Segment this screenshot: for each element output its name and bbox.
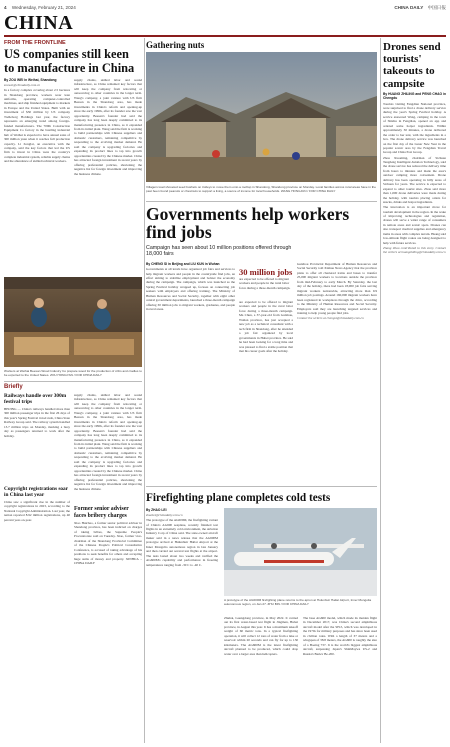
frontline-email: zouwei@chinadaily.com.cn xyxy=(4,83,41,88)
fire-byline: By ZHAO LEI xyxy=(146,508,167,512)
briefly-title: Briefly xyxy=(4,384,23,390)
fire-col-3: The base AG600 model, which made its maiden flight in December 2017, was China's second amphibious aircraft model after the SH-5, which was developed in the 1970s for military purposes and has since been used in civilian roles. With a length of 37 meters and a wingspan of 38.8 meters, the AG600 is roughly the size of a Boeing 737. It is the world's biggest amphibious aircraft, surpassing Japan's ShinMaywa US-2 and Russia's Beriev Be-200. xyxy=(303,616,377,656)
section-title: CHINA xyxy=(4,12,74,34)
brief-1-headline: Railways handle over 300m festival trips xyxy=(4,393,67,405)
jobs-text-1: Governments at all levels have organized job fairs and services to help migrant workers and people in the countryside find jobs, an effort aiming to stabilize employment and bolster the economy during the campaign. The campaign, which was launched as the Spring Festival holiday wrapped up, focuses on connecting job seekers with employers and offering training. The Ministry of Human Resources and Social Security, together with eight other central government departments, launched a three-month campaign offering 30 million jobs to migrant workers, graduates, and people in rural areas. xyxy=(146,267,235,312)
factory-photo-image xyxy=(4,277,142,367)
brief-continuation-text: supply chains, skilled labor and sound infrastructure, as China remained key factors that will keep the company from relocating or outsourcing to other countries in the longer term. Wang's company, a joint venture with US firm Beesan in the Shandong area, has made investments in China's reform and opening-up since the early 1990s, after its founder saw the vast opportunity. Beesan's founder had said the company has long been deeply committed to its manufacturing presence in China, as it expanded from its initial plant. Wang said the firm is working to build partnerships with Chinese suppliers and domestic customers, remaining competitive by responding to the evolving market demand. He said the company is upgrading factories and expanding its product lines to tap into growth opportunities created by the Chinese market. China has attracted foreign investment in recent years by offering preferential policies, shortening the negative list for foreign investment and improving the business climate. xyxy=(74,393,142,491)
seaplane-photo-image xyxy=(224,508,377,596)
jobs-headline: Governments help workers find jobs xyxy=(146,204,350,242)
page-number: 4 xyxy=(4,5,7,10)
seaplane-photo xyxy=(224,508,377,596)
drones-text-3: The innovation is an important move for tourism development in the region. In the wake of improving technologies and regulation, drones will serve a wider range of consumers in remote areas and scenic spots. Drones can also transport medical supplies and emergency items in areas with complex terrain. Huang said low-altitude flight routes are being designed to help with future services. xyxy=(383,205,446,245)
section-rule xyxy=(4,35,446,37)
divider xyxy=(146,201,377,202)
gathering-headline: Gathering nuts xyxy=(146,40,205,50)
frontline-text-1: In a factory complex covering about 2.5 hectares in Shandong province, workers wear lean uniforms, operating computer-controlled machines, and ship finished equipment to markets in Europe and the United States. Built with an investment of $30 million by US company Trelleborg Holdings last year, the factory represents an emerging trend among foreign-funded manufacturers. The 700th Construction Equipment Co factory in the bustling industrial hub of Weihai is expected to have annual sales of 300 million yuan when it reaches full production capacity. Li Zonglai, an executive with the company, said the key factors that led the US firm to invest in China were the country's complete industrial system, reliable supply chains and the abundance of skilled technical workers. xyxy=(4,88,70,164)
brief-1-body: BEIJING — China's railways handled more than 300 million passenger trips in the first 26 days of this year's Spring Festival travel rush, China State Railway Group said. The railway system handled 13.7 million trips on Monday, marking a busy day as passengers returned to work after the holiday. xyxy=(4,407,70,438)
frontline-byline: By ZOU WEI in Weihai, Shandong xyxy=(4,78,57,82)
drones-text-2: Zhou Xiaoming, chairman of Sichuan Tengdeng Intelligent Aviation Technology, said the drone service has reduced the delivery time from hours to minutes and made the area's outdoor camping more convenient. Drone delivery has been operating in hilly areas of Sichuan for years. The service is expected to expand to other tourist sites. Zhou said more than 1,000 drone deliveries were made during the holiday, with tourists placing orders for snacks, drinks and hotpot ingredients. xyxy=(383,155,446,205)
masthead-brand xyxy=(394,3,446,13)
frontline-col-1 xyxy=(4,78,70,273)
fire-text-1: The prototype of the AG600M, the firefighting variant of China's AG600 seaplane, recently finished test flights in an extremely cold environment, the Aviation Industry Corp of China said. The state-owned aircraft maker said in a news release that the AG600M prototype arrived at Hulunbuir Hailar Airport at the Inner Mongolia autonomous region in late January and then carried out several test flights at the airport. The tests lasted about two weeks and verified the AG600M's capability and performance in freezing temperatures ranging from -30 C to -40 C. xyxy=(146,518,218,567)
jobs-col-3 xyxy=(297,262,377,480)
drones-byline: By HUANG ZHILING and PENG CHAO in Chengdu xyxy=(383,92,446,101)
factory-photo xyxy=(4,277,142,367)
drones-column xyxy=(383,92,446,743)
frontline-col-2 xyxy=(74,78,142,273)
jobs-col-1 xyxy=(146,262,235,480)
seaplane-photo-caption: A prototype of the AG600M firefighting plane returns to the apron at Hulunbuir Hailar Airport, Inner Mongolia autonomous region, on Jan 27. ZHU BIN / FOR CHINA DAILY xyxy=(224,598,372,606)
jobs-text-3: Guizhou Provincial Department of Human Resources and Social Security told Xinhua News Agency that the province plans to offer all chartered trains and buses to transfer 25,000 migrant workers to locations outside the province from mid-February to early March. By Saturday, the last day of the holiday, there had been 18,000 job fairs serving migrant workers nationwide, attracting more than 9.9 million job postings. Around 160,000 migrant workers have been registered in workplaces through the drive, according to the Ministry of Human Resources and Social Security. Employers said they are launching targeted services and training to help young people find jobs. xyxy=(297,262,377,315)
village-photo-caption: Villagers load shoveled seed bushels on trolleys to move them onto a rooftop in Shandong, Shandong province on Monday. Local families across rural areas have in the past been found peanuts or chestnuts to support a living, a source of income for local households. WANG HONGJUN / FOR CHINA DAILY xyxy=(146,185,376,193)
brand-name: CHINA DAILY xyxy=(394,5,424,10)
fire-col-2: Zhuhai, Guangdong province, in May 2022. It carried out its first water-based test flight in Jingmen, Hubei province, in August this year. It has a maximum takeoff weight of 60 metric tons. In a typical firefighting operation, it will collect 12 tons of water from a lake or reservoir within 20 seconds and can fly for up to 130 kilometers. The AG600M is the latest firefighting aircraft planned to be produced, which could drop water over a larger area than helicopters. xyxy=(224,616,298,656)
divider xyxy=(146,486,377,487)
drones-contact: Zhang Zhao contributed to this story. Contact the writers at huangzhiling@chinadaily.com.cn xyxy=(383,245,446,255)
jobs-byline: By CHENG SI in Beijing and LIU KUN in Wuhan xyxy=(146,262,220,266)
firefighting-headline: Firefighting plane completes cold tests xyxy=(146,492,331,504)
village-photo xyxy=(146,52,377,182)
column-divider-right xyxy=(380,38,381,743)
drones-text-1: Tourists visiting Fengdian National province, were surprised to find a drone delivery service during the year's Spring Festival holiday. A service answered Wang, camping in the town of Shizhu in Fengdian, opened an app and ordered some hotpot ingredients. Within approximately 30 minutes, a drone delivered the order to her tent, with the ingredients in a box. The drone delivery service was launched on the first day of the Lunar New Year in the popular scenic area by the Fengdian Travel Group and China Post Group. xyxy=(383,101,446,155)
divider xyxy=(4,381,142,382)
jobs-stat-number: 30 million jobs xyxy=(239,267,293,277)
jobs-stat-label: are expected to be offered to migrant workers and people in the rural labor force during a three-month campaign. xyxy=(239,277,291,290)
adviser-headline: Former senior adviser faces bribery charges xyxy=(74,506,129,519)
adviser-body: Xiao Huichao, a former senior political adviser in Shandong province, has been indicted on charges of taking bribes, the Supreme People's Procuratorate said on Tuesday. Xiao, former vice-chairman of the Shandong Provincial Committee of the Chinese People's Political Consultative Conference, is accused of taking advantage of his positions to seek benefits for others and accepting huge sums of money and property. XINHUA – CHINA DAILY xyxy=(74,521,142,566)
column-divider-left xyxy=(144,38,145,743)
brief-2-headline: Copyright registrations soar in China last year xyxy=(4,486,68,498)
fire-col-1 xyxy=(146,508,218,743)
frontline-headline: US companies still keen to manufacture in China xyxy=(4,47,135,75)
frontline-text-2: supply chains, skilled labor and sound infrastructure, as China remained key factors that will keep the company from relocating or outsourcing to other countries in the longer term. Wang's company, a joint venture with US firm Beesan in the Shandong area, has made investments in China's reform and opening-up since the early 1990s, after its founder saw the vast opportunity. Beesan's founder had said the company has long been deeply committed to its manufacturing presence in China, as it expanded from its initial plant. Wang said the firm is working to build partnerships with Chinese suppliers and domestic customers, remaining competitive by responding to the evolving market demand. He said the company is upgrading factories and expanding its product lines to tap into growth opportunities created by the Chinese market. China has attracted foreign investment in recent years by offering preferential policies, shortening the negative list for foreign investment and improving the business climate. xyxy=(74,78,142,176)
drones-headline: Drones send tourists' takeouts to campsite xyxy=(383,41,441,90)
issue-date: Wednesday, February 21, 2024 xyxy=(11,5,76,10)
jobs-stat-box xyxy=(239,268,293,290)
village-photo-image xyxy=(146,52,377,182)
fire-email: zhaolei@chinadaily.com.cn xyxy=(146,513,183,518)
brief-2-body: China saw a significant rise in the number of copyright registrations in 2023, according to the National Copyright Administration. Last year, the nation reported 8.92 million registrations, up 40 percent year-on-year. xyxy=(4,500,70,522)
brief-continuation xyxy=(74,393,142,503)
jobs-subhead: Campaign has seen about 10 million positions offered through 18,000 fairs xyxy=(146,245,292,258)
brand-name-cn: 中国日报 xyxy=(427,5,446,10)
jobs-contact: Contact the writers at chengsi@chinadaily.com.cn xyxy=(297,316,364,321)
jobs-col-2: are expected to be offered to migrant workers and people in the rural labor force during a three-month campaign. Ma Chun, a 37-year-old from Guizhou, Wuhan province, has just accepted a new job as a technical consultant with a tech firm in Shandong, after he attended a job fair organized by local governments in Hubei province. He said he had been looking for a long time and was pleased to find a stable position that met his career goals after the holiday. xyxy=(239,300,293,353)
frontline-kicker: FROM THE FRONTLINE xyxy=(4,40,66,46)
factory-photo-caption: Workers at Weihai Beesan Wood Industry Co prepare wood for the production of cribs and cradles to be exported to the United States. ZOU HONGYAN / FOR CHINA DAILY xyxy=(4,369,142,377)
